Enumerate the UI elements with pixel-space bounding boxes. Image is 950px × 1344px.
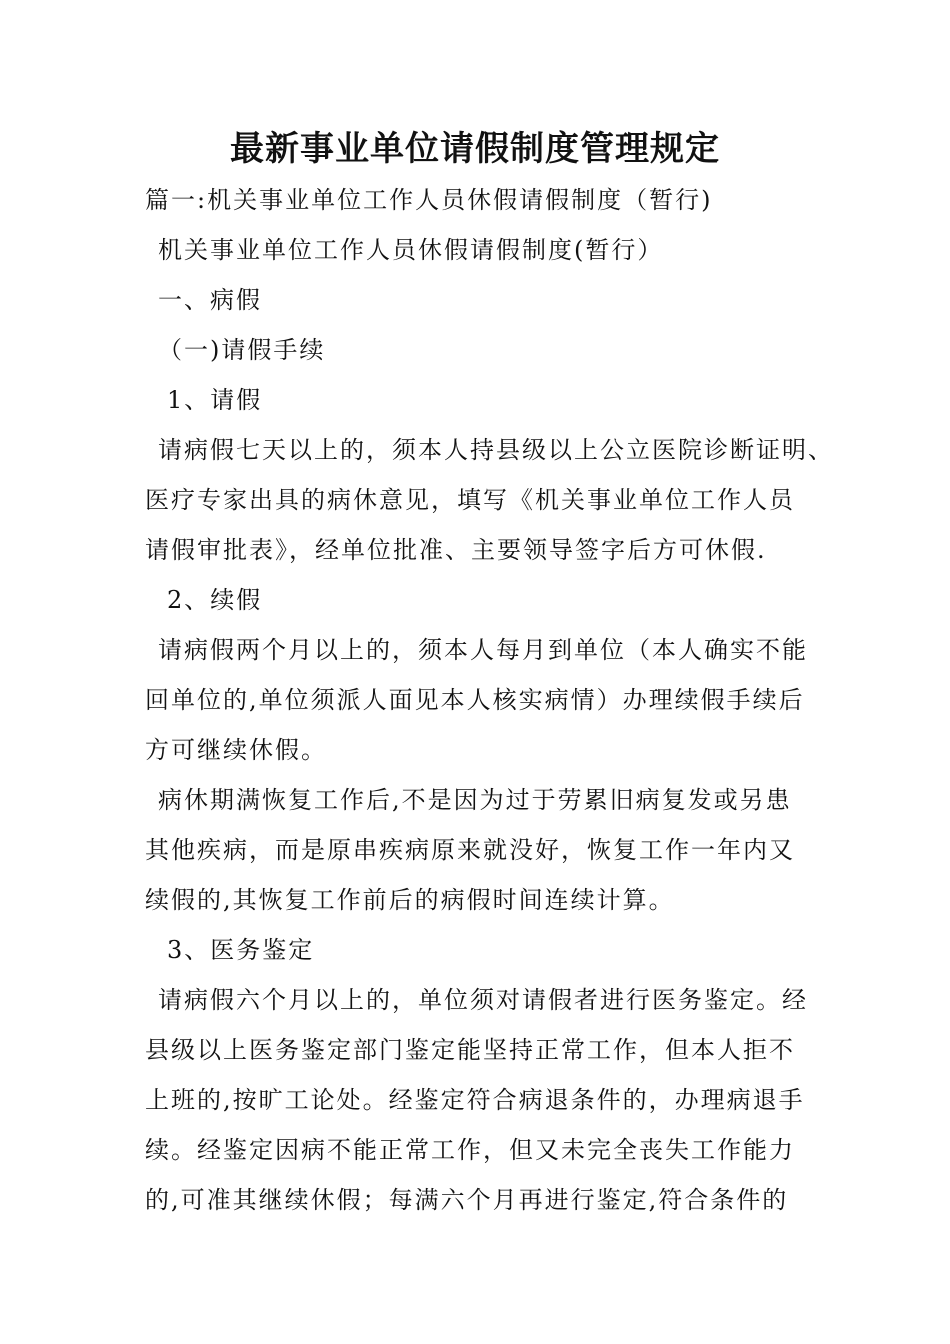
paragraph-line: 请病假两个月以上的，须本人每月到单位（本人确实不能 — [158, 636, 808, 664]
paragraph-line: 续假的,其恢复工作前后的病假时间连续计算。 — [145, 886, 675, 914]
paragraph-line: 请病假六个月以上的，单位须对请假者进行医务鉴定。经 — [158, 986, 808, 1014]
subtitle-line: 机关事业单位工作人员休假请假制度(暂行） — [158, 236, 664, 264]
paragraph-line: 其他疾病，而是原串疾病原来就没好，恢复工作一年内又 — [145, 836, 795, 864]
paragraph-line: 请病假七天以上的，须本人持县级以上公立医院诊断证明、 — [158, 436, 834, 464]
paragraph-line: 病休期满恢复工作后,不是因为过于劳累旧病复发或另患 — [158, 786, 792, 814]
heading-sick-leave: 一、病假 — [158, 286, 262, 314]
heading-request-leave: 1、请假 — [167, 386, 263, 414]
paragraph-line: 的,可准其继续休假；每满六个月再进行鉴定,符合条件的 — [145, 1186, 789, 1214]
paragraph-line: 回单位的,单位须派人面见本人核实病情）办理续假手续后 — [145, 686, 805, 714]
document-title: 最新事业单位请假制度管理规定 — [230, 129, 720, 169]
section-heading: 篇一:机关事业单位工作人员休假请假制度（暂行) — [145, 186, 713, 214]
heading-procedures: （一)请假手续 — [158, 336, 326, 364]
heading-extend-leave: 2、续假 — [167, 586, 263, 614]
paragraph-line: 医疗专家出具的病休意见，填写《机关事业单位工作人员 — [145, 486, 795, 514]
heading-medical-appraisal: 3、医务鉴定 — [167, 936, 315, 964]
paragraph-line: 续。经鉴定因病不能正常工作，但又未完全丧失工作能力 — [145, 1136, 795, 1164]
paragraph-line: 方可继续休假。 — [145, 736, 327, 764]
paragraph-line: 上班的,按旷工论处。经鉴定符合病退条件的，办理病退手 — [145, 1086, 805, 1114]
paragraph-line: 请假审批表》，经单位批准、主要领导签字后方可休假. — [145, 536, 767, 564]
paragraph-line: 县级以上医务鉴定部门鉴定能坚持正常工作，但本人拒不 — [145, 1036, 795, 1064]
